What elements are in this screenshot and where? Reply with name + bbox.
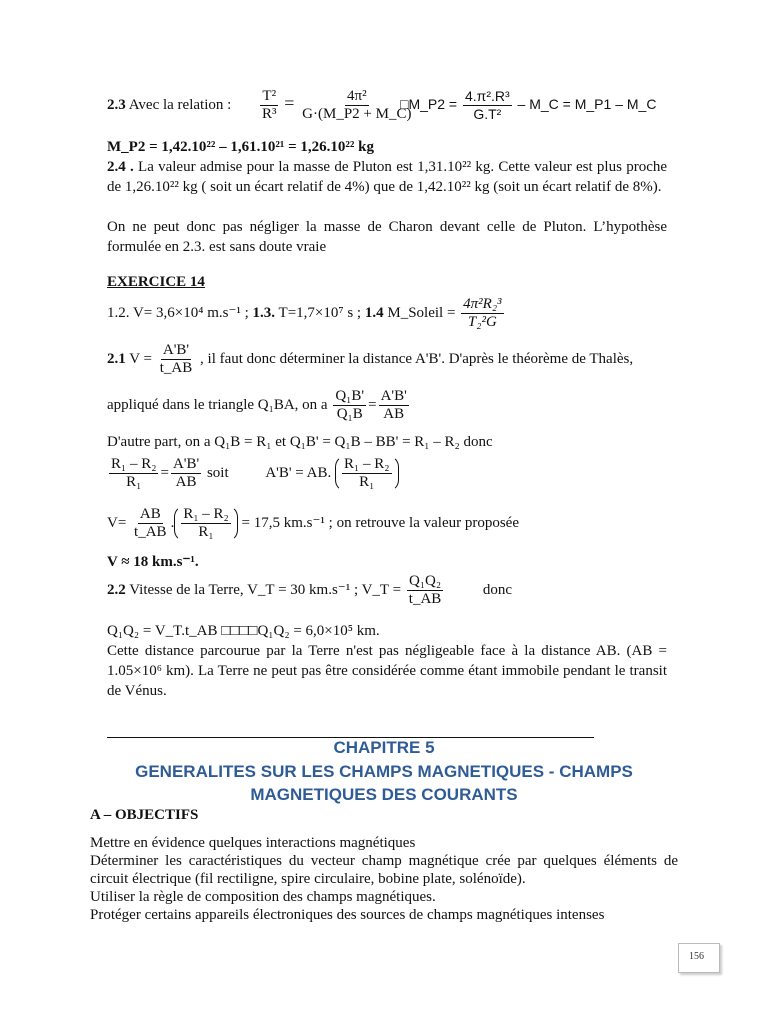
ex14-item-1-2: 1.2. V= 3,6×10⁴ m.s⁻¹ ;	[107, 304, 249, 321]
relation-text: Avec la relation :	[128, 97, 232, 113]
s22-text: Vitesse de la Terre, V_T = 30 km.s⁻¹ ; V_T =	[129, 581, 402, 598]
ex14-label-1-3: 1.3.	[252, 304, 276, 321]
section-2-2-line1	[107, 573, 512, 608]
equation-mass	[400, 88, 656, 123]
objective-item: Mettre en évidence quelques interactions magnétiques	[90, 835, 416, 851]
page-number: 156	[689, 951, 704, 962]
s21-num: A'B'	[162, 342, 190, 358]
v-paren-den: R₁	[198, 524, 214, 540]
section-2-1-line5: V= $\frac{AB}{t\_AB}$ . $\frac{\text{R₁ – R₂}}{\text{R₁}}$ = 17,5 km.s⁻¹ ; on retrouve la valeur proposée	[107, 506, 520, 540]
text-2-4: La valeur admise pour la masse de Pluton est 1,31.10²² kg. Cette valeur est plus proche de 1,26.10²² kg ( soit un écart relatif de 4%) que de 1,42.10²² kg (soit un écart relatif de 8%).	[107, 159, 668, 195]
label-2-1: 2.1	[107, 350, 126, 367]
chapter-title: CHAPITRE 5	[333, 738, 435, 757]
section-2-1-line1	[107, 342, 633, 377]
eq1-lhs-den: R³	[262, 106, 277, 122]
exercise-title: EXERCICE 14	[107, 274, 205, 290]
v-paren-num: R₁ – R₂	[183, 506, 229, 522]
ratio-f1-num: R₁ – R₂	[111, 456, 157, 472]
eq1-lhs-num: T²	[262, 88, 277, 104]
label-2-4: 2.4 .	[107, 159, 134, 175]
paragraph-2-4	[107, 157, 667, 197]
ab-paren-num: R₁ – R₂	[344, 456, 390, 472]
ratio-f1-den: R₁	[126, 474, 142, 490]
eq2-den: G.T²	[473, 106, 502, 122]
ex14-num: 4π²R₂³	[463, 296, 502, 312]
thales-f1-den: Q₁B	[336, 406, 363, 422]
ex14-label-1-4: 1.4	[364, 304, 384, 321]
objective-item: Déterminer les caractéristiques du vecteur champ magnétique crée par quelques éléments de circuit électrique (fil rectiligne, spire circulaire, bobine plate, solénoïde).	[90, 853, 678, 887]
s22-num: Q₁Q₂	[408, 573, 442, 589]
thales-f2-den: AB	[383, 406, 405, 422]
eq2-lhs: □M_P2 =	[400, 96, 458, 113]
conclusion-2-4: On ne peut donc pas négliger la masse de Charon devant celle de Pluton. L’hypothèse formulée en 2.3. est sans doute vraie	[107, 219, 667, 255]
v-label: V=	[107, 514, 127, 531]
ratio-f2-den: AB	[175, 474, 197, 490]
donc-text: donc	[482, 581, 512, 598]
label-2-2: 2.2	[107, 581, 126, 598]
objectives-list	[90, 834, 678, 924]
objectives-heading: A – OBJECTIFS	[90, 807, 199, 823]
section-2-2-paragraph: Cette distance parcourue par la Terre n'est pas négligeable face à la distance AB. (AB = 1.05×10⁶ km). La Terre ne peut pas être considérée comme étant immobile pendant le transit de Vénus.	[107, 643, 667, 699]
line-2-3	[107, 95, 231, 115]
ex14-den: T₂²G	[467, 314, 497, 330]
s21-den: t_AB	[159, 360, 193, 376]
v-approx-result: V ≈ 18 km.s⁻¹.	[107, 554, 199, 570]
equation-kepler: $\frac{\text{T²}}{\text{R³}}$ = $\frac{\text{4π²}}{G\cdot(M\_P2 + M\_C)}$	[262, 88, 412, 122]
s22-den: t_AB	[408, 591, 442, 607]
thales-f2-num: A'B'	[380, 388, 407, 404]
v-frac-den: t_AB	[134, 524, 167, 540]
section-2-1-line3: D'autre part, on a Q₁B = R₁ et Q₁B' = Q₁B – BB' = R₁ – R₂ donc	[107, 434, 493, 450]
objective-item: Protéger certains appareils électroniques des sources de champs magnétiques intenses	[90, 907, 605, 923]
eq2-num: 4.π².R³	[464, 88, 510, 104]
ab-paren-den: R₁	[359, 474, 375, 490]
soit-text: soit	[206, 464, 229, 481]
v-result-text: = 17,5 km.s⁻¹ ; on retrouve la valeur proposée	[241, 514, 520, 531]
label-2-3: 2.3	[107, 97, 126, 113]
thales-f1-num: Q₁B'	[335, 388, 365, 404]
ex14-line1	[107, 296, 506, 331]
chapter-subtitle-1: GENERALITES SUR LES CHAMPS MAGNETIQUES - CHAMPS	[135, 762, 633, 781]
ab-expression: A'B' = AB.	[265, 464, 332, 481]
mp2-result: M_P2 = 1,42.10²² – 1,61.10²¹ = 1,26.10²² kg	[107, 139, 374, 155]
section-2-2-line2: Q₁Q₂ = V_T.t_AB □□□□Q₁Q₂ = 6,0×10⁵ km.	[107, 623, 380, 639]
eq2-rest: – M_C = M_P1 – M_C	[517, 96, 657, 113]
s21-line2-text: appliqué dans le triangle Q₁BA, on a	[107, 396, 328, 413]
s21-text: , il faut donc déterminer la distance A'B'. D'après le théorème de Thalès,	[200, 350, 634, 367]
ex14-item-1-3: T=1,7×10⁷ s ;	[278, 304, 362, 321]
section-2-1-line4: $\frac{\text{R₁ – R₂}}{\text{R₁}}$ = $\frac{A'B'}{AB}$ soit A'B' = AB. $\frac{\text{R₁ – R₂}}{\text{R₁}}$	[107, 455, 399, 492]
s21-v: V =	[129, 350, 153, 367]
v-frac-num: AB	[139, 506, 161, 522]
page-number-box	[678, 943, 720, 973]
chapter-subtitle-2: MAGNETIQUES DES COURANTS	[250, 785, 518, 804]
objective-item: Utiliser la règle de composition des champs magnétiques.	[90, 889, 436, 905]
ratio-f2-num: A'B'	[172, 456, 200, 472]
ex14-msoleil: M_Soleil =	[387, 304, 456, 321]
section-2-1-line2: appliqué dans le triangle Q₁BA, on a $\frac{\text{Q₁B'}}{\text{Q₁B}}$ = $\frac{A'B'}{AB}$	[107, 388, 407, 422]
eq1-rhs-num: 4π²	[347, 88, 367, 104]
eq1-rhs-den: G·(M_P2 + M_C)	[302, 106, 412, 122]
